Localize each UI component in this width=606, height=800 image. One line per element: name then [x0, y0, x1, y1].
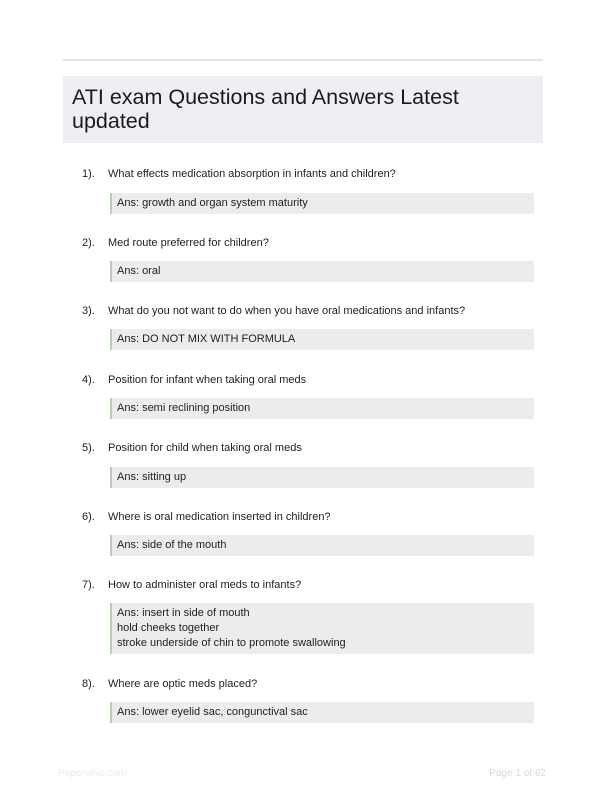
- answer-box: [110, 467, 534, 488]
- answer-box: [110, 329, 534, 350]
- answer-box: [110, 603, 534, 654]
- footer-site-watermark: Paperwhic.com: [58, 768, 127, 779]
- answer-box: [110, 702, 534, 723]
- question-text: Position for infant when taking oral meds: [108, 374, 307, 386]
- question-text: Position for child when taking oral meds: [108, 442, 302, 454]
- answer-line: stroke underside of chin to promote swallowing: [117, 637, 346, 649]
- question-text: Where are optic meds placed?: [108, 678, 258, 690]
- question-text: Med route preferred for children?: [108, 237, 269, 249]
- top-divider: [63, 59, 543, 61]
- answer-line: Ans: sitting up: [117, 471, 187, 483]
- answer-line: Ans: DO NOT MIX WITH FORMULA: [117, 333, 296, 345]
- document-title: [72, 85, 534, 133]
- question-number: 5).: [82, 442, 95, 454]
- answer-line: Ans: growth and organ system maturity: [117, 197, 308, 209]
- question-number: 2).: [82, 237, 95, 249]
- question-text: What effects medication absorption in infants and children?: [108, 168, 396, 180]
- question-number: 4).: [82, 374, 95, 386]
- document-title-line-1: ATI exam Questions and Answers Latest: [72, 85, 459, 109]
- answer-line: Ans: insert in side of mouth: [117, 607, 250, 619]
- footer-page-number: Page 1 of 62: [489, 768, 546, 779]
- question-text: How to administer oral meds to infants?: [108, 579, 302, 591]
- answer-line: Ans: oral: [117, 265, 161, 277]
- answer-line: Ans: side of the mouth: [117, 539, 227, 551]
- question-number: 8).: [82, 678, 95, 690]
- question-number: 6).: [82, 511, 95, 523]
- answer-line: hold cheeks together: [117, 622, 220, 634]
- question-number: 3).: [82, 305, 95, 317]
- answer-line: Ans: lower eyelid sac, congunctival sac: [117, 706, 308, 718]
- answer-box: [110, 535, 534, 556]
- question-number: 1).: [82, 168, 95, 180]
- answer-box: [110, 193, 534, 214]
- answer-box: [110, 261, 534, 282]
- document-title-block: [63, 76, 543, 143]
- question-number: 7).: [82, 579, 95, 591]
- answer-box: [110, 398, 534, 419]
- question-text: What do you not want to do when you have oral medications and infants?: [108, 305, 466, 317]
- question-text: Where is oral medication inserted in children?: [108, 511, 331, 523]
- answer-line: Ans: semi reclining position: [117, 402, 251, 414]
- document-title-line-2: updated: [72, 109, 150, 133]
